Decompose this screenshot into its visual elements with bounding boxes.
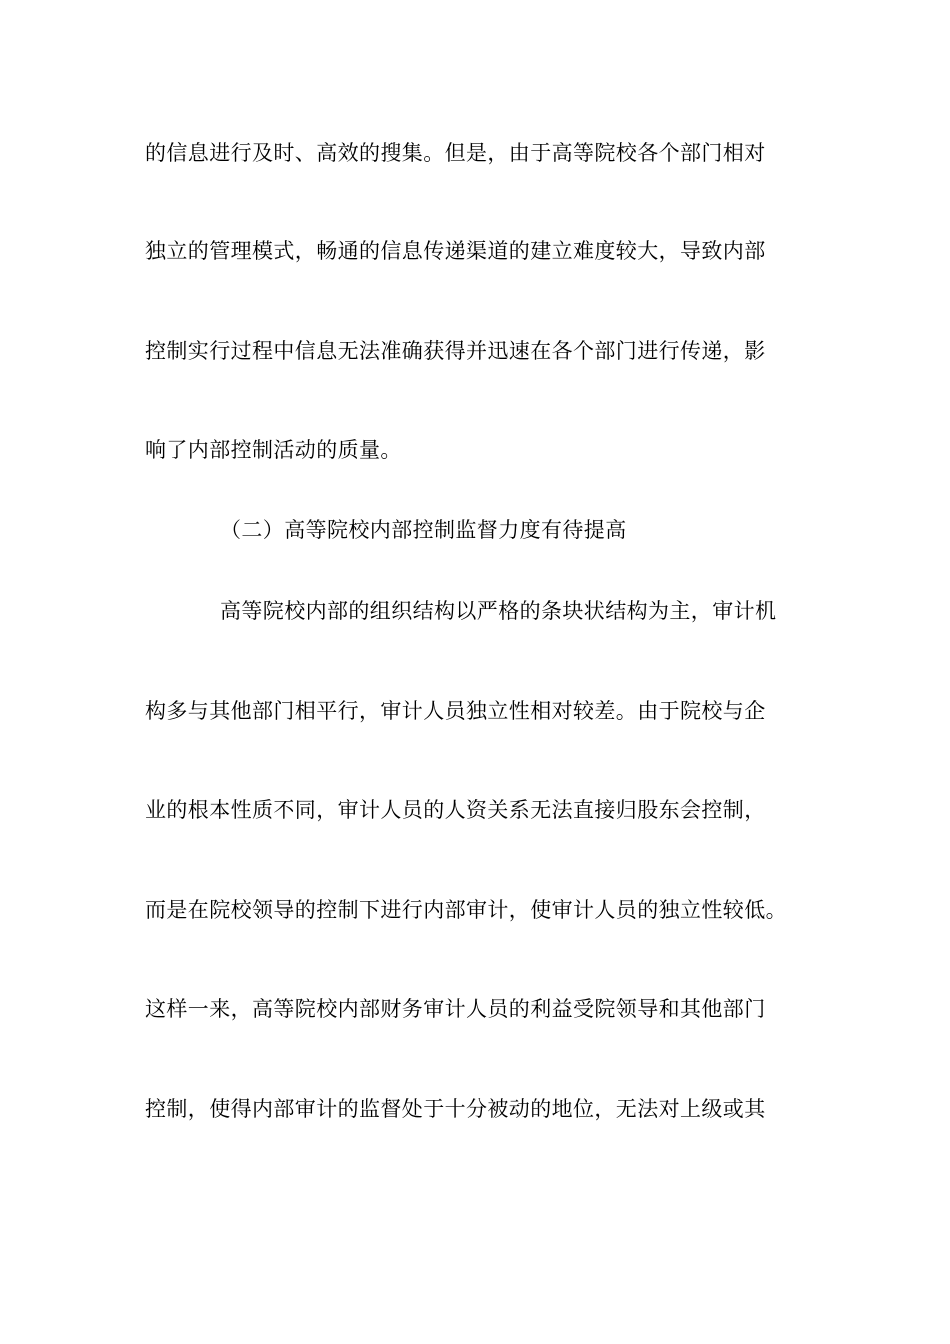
paragraph-line: 的信息进行及时、高效的搜集。但是，由于高等院校各个部门相对 (145, 141, 766, 165)
paragraph-line: 高等院校内部的组织结构以严格的条块状结构为主，审计机 (220, 599, 777, 623)
paragraph-line: 控制，使得内部审计的监督处于十分被动的地位，无法对上级或其 (145, 1097, 766, 1121)
section-heading: （二）高等院校内部控制监督力度有待提高 (220, 518, 627, 542)
paragraph-line: 业的根本性质不同，审计人员的人资关系无法直接归股东会控制， (145, 798, 766, 822)
paragraph-line: 而是在院校领导的控制下进行内部审计，使审计人员的独立性较低。 (145, 898, 787, 922)
paragraph-line: 控制实行过程中信息无法准确获得并迅速在各个部门进行传递，影 (145, 339, 766, 363)
paragraph-line: 这样一来，高等院校内部财务审计人员的利益受院领导和其他部门 (145, 997, 766, 1021)
paragraph-line: 构多与其他部门相平行，审计人员独立性相对较差。由于院校与企 (145, 699, 766, 723)
paragraph-line: 独立的管理模式，畅通的信息传递渠道的建立难度较大，导致内部 (145, 239, 766, 263)
paragraph-line: 响了内部控制活动的质量。 (145, 438, 402, 462)
